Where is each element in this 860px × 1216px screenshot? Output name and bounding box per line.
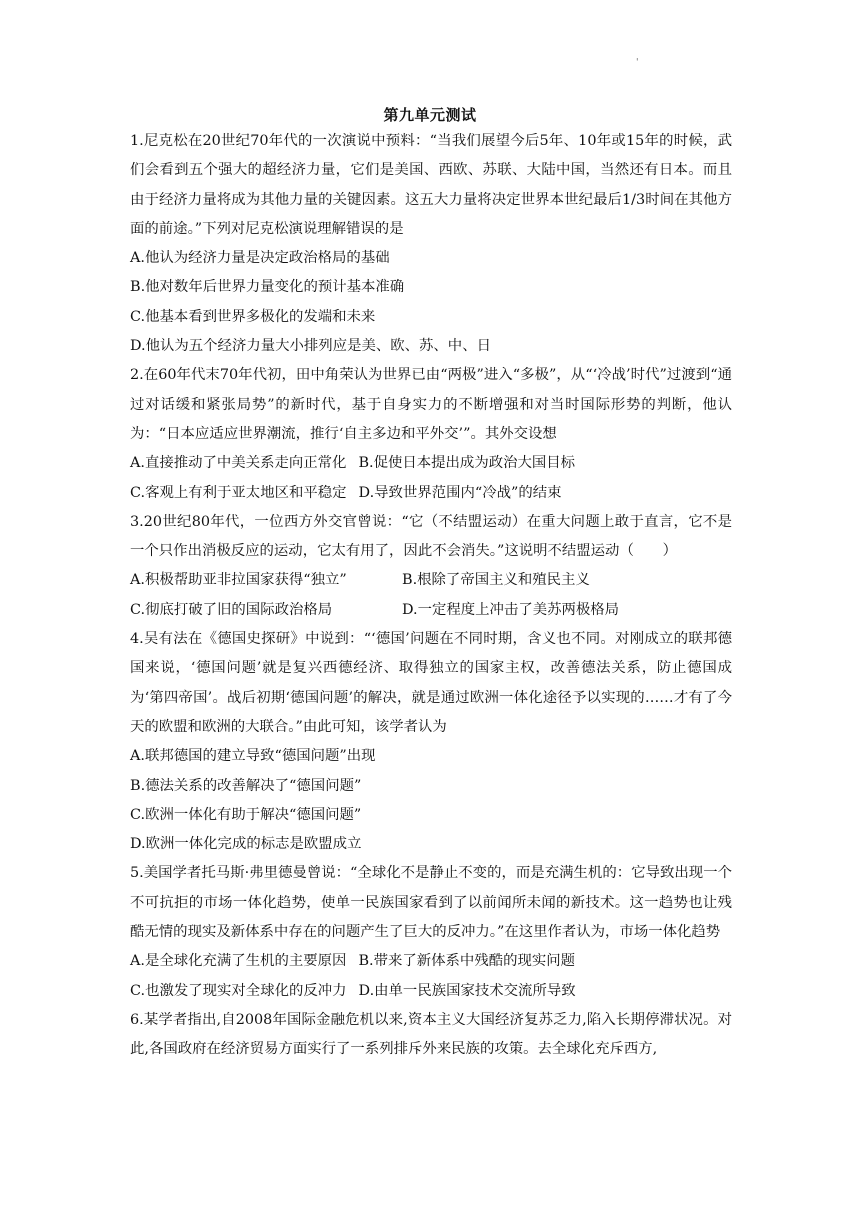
question-2-options-row-1: [130, 449, 732, 478]
question-1-option-d: D.他认为五个经济力量大小排列应是美、欧、苏、中、日: [130, 338, 491, 355]
question-1-stem: 1.尼克松在20世纪70年代的一次演说中预料：“当我们展望今后5年、10年或15年的时候，武们会看到五个强大的超经济力量，它们是美国、西欧、苏联、大陆中国，当然还有日本。而且由于经济力量将成为其他力量的关键因素。这五大力量将决定世界本世纪最后1/3时间在其他方面的前途。”下列对尼克松演说理解错误的是: [130, 133, 732, 237]
question-2-option-d: D.导致世界范围内“冷战”的结束: [358, 484, 562, 501]
question-1-option-b: B.他对数年后世界力量变化的预计基本准确: [130, 279, 405, 296]
question-2-option-b: B.促使日本提出成为政治大国目标: [358, 455, 576, 472]
question-4-option-d: D.欧洲一体化完成的标志是欧盟成立: [130, 836, 362, 853]
question-3-option-b: B.根除了帝国主义和殖民主义: [402, 572, 590, 589]
question-1-option-a: A.他认为经济力量是决定政治格局的基础: [130, 250, 390, 267]
question-4-option-a: A.联邦德国的建立导致“德国问题”出现: [130, 748, 376, 765]
question-3-options-row-1: [130, 566, 732, 595]
question-5-options-row-2: [130, 977, 732, 1006]
question-5-options-row-1: [130, 947, 732, 976]
question-5-option-c: C.也激发了现实对全球化的反冲力: [130, 982, 347, 999]
question-4-option-b: B.德法关系的改善解决了“德国问题”: [130, 777, 362, 794]
question-3-option-c: C.彻底打破了旧的国际政治格局: [130, 601, 333, 618]
question-4-option-c: C.欧洲一体化有助于解决“德国问题”: [130, 806, 362, 823]
question-3-stem: 3.20世纪80年代，一位西方外交官曾说：“它（不结盟运动）在重大问题上敢于直言，它不是一个只作出消极反应的运动，它太有用了，因此不会消失。”这说明不结盟运动（ ）: [130, 513, 732, 560]
question-list: [130, 127, 732, 1065]
question-5-option-a: A.是全球化充满了生机的主要原因: [130, 953, 347, 970]
question-1-option-c: C.他基本看到世界多极化的发端和未来: [130, 308, 376, 325]
header-mark: ': [636, 58, 639, 68]
question-6-stem: 6.某学者指出,自2008年国际金融危机以来,资本主义大国经济复苏乏力,陷入长期停滞状况。对此,各国政府在经济贸易方面实行了一系列排斥外来民族的攻策。去全球化充斥西方,: [130, 1011, 732, 1058]
question-5-option-b: B.带来了新体系中残酷的现实问题: [358, 953, 576, 970]
question-3-options-row-2: [130, 596, 732, 625]
page-title: 第九单元测试: [383, 106, 477, 124]
question-2-stem: 2.在60年代末70年代初，田中角荣认为世界已由“两极”进入“多极”，从“‘冷战’时代”过渡到“通过对话缓和紧张局势”的新时代，基于自身实力的不断增强和对当时国际形势的判断，他认为：“日本应适应世界潮流，推行‘自主多边和平外交’”。其外交设想: [130, 367, 732, 442]
question-2-options-row-2: [130, 479, 732, 508]
question-2-option-a: A.直接推动了中美关系走向正常化: [130, 455, 347, 472]
question-3-option-a: A.积极帮助亚非拉国家获得“独立”: [130, 572, 347, 589]
question-2-option-c: C.客观上有利于亚太地区和平稳定: [130, 484, 347, 501]
question-4-stem: 4.吴有法在《德国史探研》中说到：“‘德国’问题在不同时期，含义也不同。对刚成立的联邦德国来说，‘德国问题’就是复兴西德经济、取得独立的国家主权，改善德法关系，防止德国成为‘第四帝国’。战后初期‘德国问题’的解决，就是通过欧洲一体化途径予以实现的……才有了今天的欧盟和欧洲的大联合。”由此可知，该学者认为: [130, 631, 732, 735]
question-3-option-d: D.一定程度上冲击了美苏两极格局: [402, 601, 620, 618]
question-5-stem: 5.美国学者托马斯·弗里德曼曾说：“全球化不是静止不变的，而是充满生机的：它导致出现一个不可抗拒的市场一体化趋势，使单一民族国家看到了以前闻所未闻的新技术。这一趋势也让残酷无情的现实及新体系中存在的问题产生了巨大的反冲力。”在这里作者认为，市场一体化趋势: [130, 865, 732, 941]
question-5-option-d: D.由单一民族国家技术交流所导致: [358, 982, 576, 999]
